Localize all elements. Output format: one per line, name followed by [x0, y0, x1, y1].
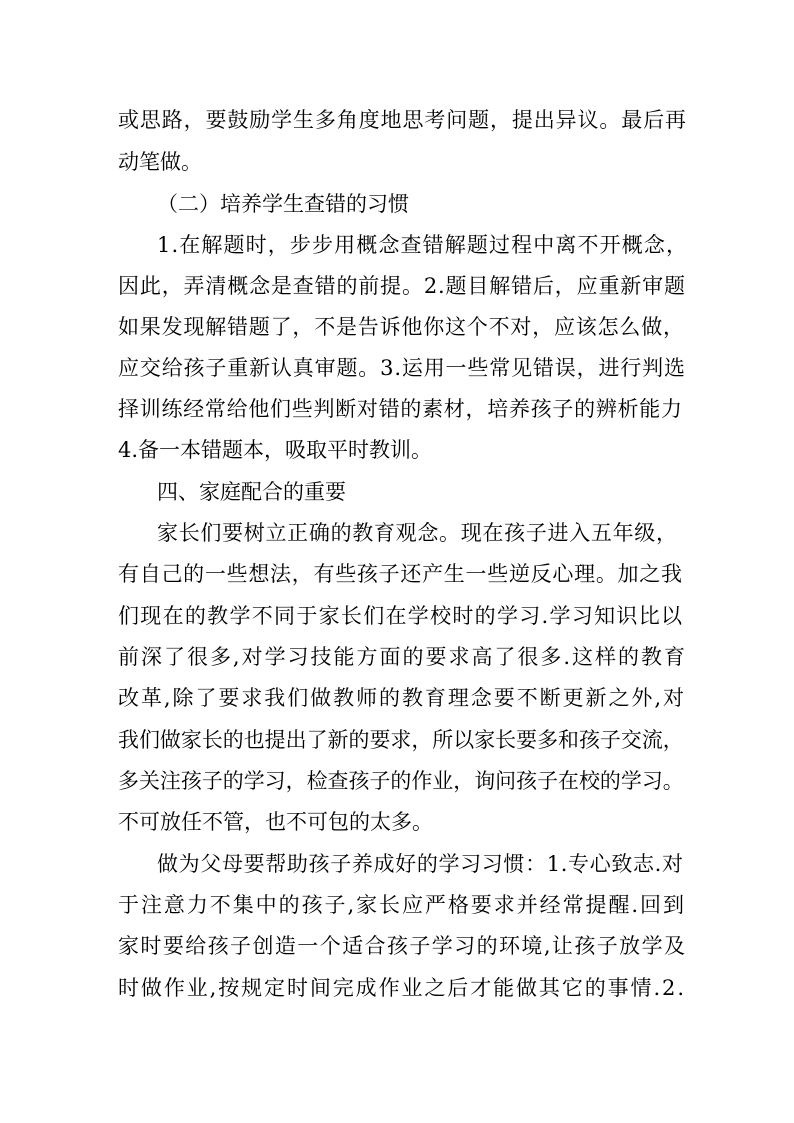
text-line-1: 或思路，要鼓励学生多角度地思考问题，提出异议。最后再 — [118, 108, 687, 132]
text-line-13: 们现在的教学不同于家长们在学校时的学习.学习知识比以 — [118, 604, 684, 628]
section-heading-4: 四、家庭配合的重要 — [157, 480, 346, 504]
text-line-2: 动笔做。 — [118, 150, 202, 174]
text-line-22: 时做作业,按规定时间完成作业之后才能做其它的事情.2. — [118, 976, 686, 1000]
text-line-15: 改革,除了要求我们做教师的教育理念要不断更新之外,对 — [118, 686, 686, 710]
text-line-4: 1.在解题时，步步用概念查错解题过程中离不开概念， — [157, 233, 689, 257]
text-line-21: 家时要给孩子创造一个适合孩子学习的环境,让孩子放学及 — [118, 934, 687, 958]
text-line-14: 前深了很多,对学习技能方面的要求高了很多.这样的教育 — [118, 645, 687, 669]
text-line-11: 家长们要树立正确的教育观念。现在孩子进入五年级， — [157, 521, 678, 545]
text-line-5: 因此，弄清概念是查错的前提。2.题目解错后，应重新审题 — [118, 274, 686, 298]
text-line-9: 4.备一本错题本，吸取平时教训。 — [118, 438, 433, 462]
text-line-18: 不可放任不管，也不可包的太多。 — [118, 810, 433, 834]
text-line-16: 我们做家长的也提出了新的要求，所以家长要多和孩子交流， — [118, 728, 684, 752]
text-line-12: 有自己的一些想法，有些孩子还产生一些逆反心理。加之我 — [118, 562, 683, 586]
text-line-17: 多关注孩子的学习，检查孩子的作业，询问孩子在校的学习。 — [118, 769, 684, 793]
text-line-8: 择训练经常给他们些判断对错的素材，培养孩子的辨析能力 — [118, 397, 683, 421]
text-line-7: 应交给孩子重新认真审题。3.运用一些常见错误，进行判选 — [118, 356, 686, 380]
section-heading-2: （二）培养学生查错的习惯 — [157, 192, 409, 216]
text-line-19: 做为父母要帮助孩子养成好的学习习惯：1.专心致志.对 — [157, 852, 684, 876]
text-line-20: 于注意力不集中的孩子,家长应严格要求并经常提醒.回到 — [118, 893, 686, 917]
text-line-6: 如果发现解错题了，不是告诉他你这个不对，应该怎么做， — [118, 315, 685, 339]
